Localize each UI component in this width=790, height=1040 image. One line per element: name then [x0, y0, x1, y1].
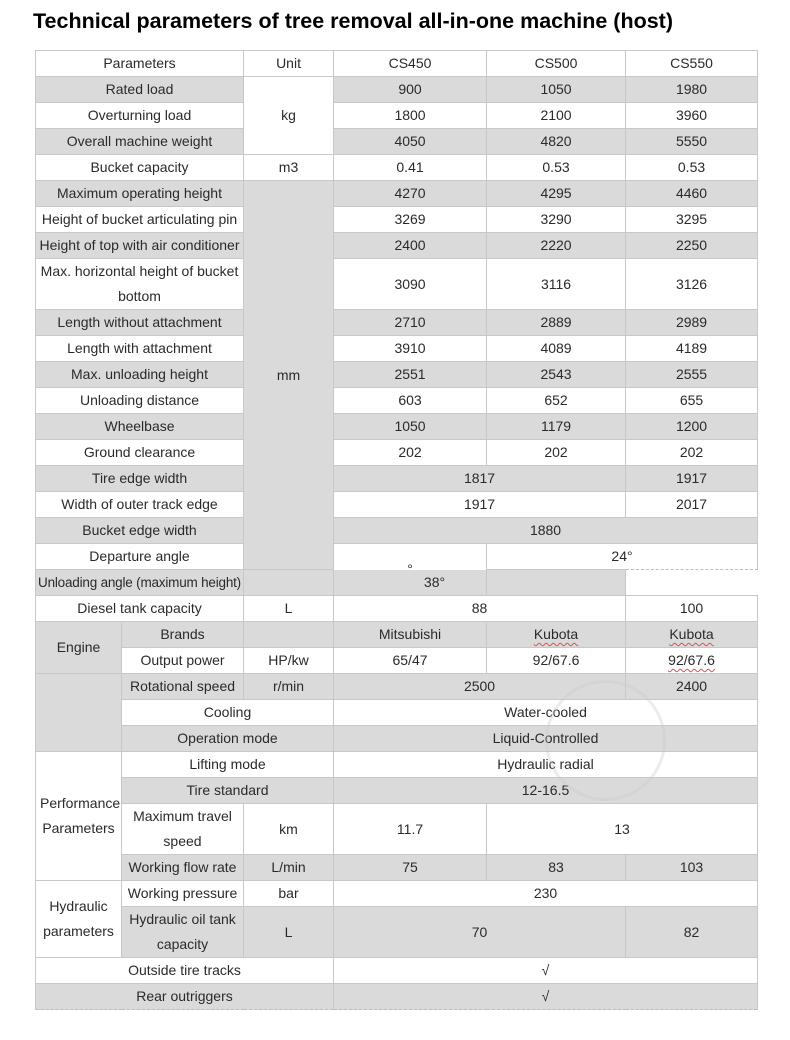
- table-row: [36, 103, 758, 129]
- cell-text: 92/67.6: [668, 652, 715, 668]
- cell-value: Mitsubishi: [334, 622, 487, 648]
- table-row: [36, 778, 758, 804]
- table-row: [36, 855, 758, 881]
- table-row: [36, 958, 758, 984]
- row-label: Output power: [122, 648, 244, 674]
- cell-value: 3910: [334, 336, 487, 362]
- row-label: Rotational speed: [122, 674, 244, 700]
- row-unit: km: [244, 804, 334, 855]
- table-row: [36, 362, 758, 388]
- table-row: [36, 804, 758, 855]
- cell-value: 2989: [626, 310, 758, 336]
- cell-value: 202: [626, 440, 758, 466]
- cell-value: 3116: [487, 259, 626, 310]
- row-unit: bar: [244, 881, 334, 907]
- table-row: [36, 440, 758, 466]
- cell-value: 13: [487, 804, 758, 855]
- row-unit: r/min: [244, 674, 334, 700]
- cell-value: 1050: [487, 77, 626, 103]
- row-label: Height of top with air conditioner: [36, 233, 244, 259]
- table-row: [36, 336, 758, 362]
- cell-value: Hydraulic radial: [334, 752, 758, 778]
- row-unit: m3: [244, 155, 334, 181]
- cell-value: 2250: [626, 233, 758, 259]
- cell-value: 0.53: [487, 155, 626, 181]
- row-label: Diesel tank capacity: [36, 596, 244, 622]
- table-row: [36, 207, 758, 233]
- row-unit: L: [244, 596, 334, 622]
- cell-value: 603: [334, 388, 487, 414]
- row-label: Unloading distance: [36, 388, 244, 414]
- table-row: [36, 492, 758, 518]
- cell-text: Kubota: [533, 626, 579, 642]
- row-label: Overturning load: [36, 103, 244, 129]
- cell-value: √: [334, 958, 758, 984]
- cell-value: [626, 648, 758, 674]
- cell-value: 4820: [487, 129, 626, 155]
- cell-value: 83: [487, 855, 626, 881]
- table-row: [36, 518, 758, 544]
- cell-value: 2551: [334, 362, 487, 388]
- row-label: Cooling: [122, 700, 334, 726]
- table-row: [36, 466, 758, 492]
- table-row: [36, 77, 758, 103]
- row-label: Maximum operating height: [36, 181, 244, 207]
- cell-value: 1980: [626, 77, 758, 103]
- table-row: [36, 181, 758, 207]
- cell-value: 0.41: [334, 155, 487, 181]
- row-label: Lifting mode: [122, 752, 334, 778]
- row-label: Bucket edge width: [36, 518, 244, 544]
- table-row: [36, 700, 758, 726]
- row-unit: L/min: [244, 855, 334, 881]
- cell-value: 100: [626, 596, 758, 622]
- group-label: Hydraulic parameters: [36, 881, 122, 958]
- cell-value: 3960: [626, 103, 758, 129]
- cell-value: 4189: [626, 336, 758, 362]
- header-model: CS450: [334, 51, 487, 77]
- table-row: [36, 752, 758, 778]
- cell-value: 2017: [626, 492, 758, 518]
- row-label: Max. unloading height: [36, 362, 244, 388]
- row-unit: L: [244, 907, 334, 958]
- table-row: [36, 648, 758, 674]
- table-row: [36, 674, 758, 700]
- table-row: [36, 155, 758, 181]
- header-unit: Unit: [244, 51, 334, 77]
- row-label: Width of outer track edge: [36, 492, 244, 518]
- cell-value: 4460: [626, 181, 758, 207]
- cell-value: 2543: [487, 362, 626, 388]
- cell-value: 12-16.5: [334, 778, 758, 804]
- cell-value: 652: [487, 388, 626, 414]
- cell-value: 5550: [626, 129, 758, 155]
- table-row: [36, 129, 758, 155]
- table-row: [36, 259, 758, 310]
- cell-value: 2555: [626, 362, 758, 388]
- cell-value: 1179: [487, 414, 626, 440]
- table-row: [36, 570, 758, 596]
- row-label: Brands: [122, 622, 244, 648]
- header-parameters: Parameters: [36, 51, 244, 77]
- cell-value: 900: [334, 77, 487, 103]
- cell-value: 0.53: [626, 155, 758, 181]
- row-label: Rear outriggers: [36, 984, 334, 1010]
- table-row: [36, 388, 758, 414]
- row-label: Bucket capacity: [36, 155, 244, 181]
- row-label: Length without attachment: [36, 310, 244, 336]
- row-label: Maximum travel speed: [122, 804, 244, 855]
- table-row: [36, 622, 758, 648]
- row-unit: [244, 622, 334, 648]
- table-row: [36, 881, 758, 907]
- cell-value: 4089: [487, 336, 626, 362]
- row-unit: HP/kw: [244, 648, 334, 674]
- cell-value: [487, 622, 626, 648]
- cell-value: 3295: [626, 207, 758, 233]
- row-label: Departure angle: [36, 544, 244, 570]
- row-label: Hydraulic oil tank capacity: [122, 907, 244, 958]
- cell-value: 24°: [487, 544, 758, 570]
- table-row: [36, 233, 758, 259]
- cell-value: 1917: [626, 466, 758, 492]
- row-label: Working pressure: [122, 881, 244, 907]
- cell-value: 1917: [334, 492, 626, 518]
- row-label: Operation mode: [122, 726, 334, 752]
- row-label: Ground clearance: [36, 440, 244, 466]
- header-model: CS500: [487, 51, 626, 77]
- table-row: [36, 414, 758, 440]
- cell-value: 88: [334, 596, 626, 622]
- table-row: [36, 984, 758, 1010]
- cell-value: 75: [334, 855, 487, 881]
- row-label: Rated load: [36, 77, 244, 103]
- cell-value: 11.7: [334, 804, 487, 855]
- cell-value: 2889: [487, 310, 626, 336]
- cell-value: Water-cooled: [334, 700, 758, 726]
- header-model: CS550: [626, 51, 758, 77]
- row-label: Length with attachment: [36, 336, 244, 362]
- table-row: [36, 726, 758, 752]
- row-unit: °: [334, 544, 487, 596]
- spec-table: [35, 50, 758, 1010]
- table-row: [36, 544, 758, 570]
- cell-value: 4270: [334, 181, 487, 207]
- row-label: Wheelbase: [36, 414, 244, 440]
- cell-value: 38°: [244, 570, 626, 596]
- cell-value: 655: [626, 388, 758, 414]
- cell-value: 1880: [334, 518, 758, 544]
- group-label: Engine: [36, 622, 122, 674]
- table-row: [36, 310, 758, 336]
- cell-value: 92/67.6: [487, 648, 626, 674]
- row-label: Working flow rate: [122, 855, 244, 881]
- cell-value: 1050: [334, 414, 487, 440]
- cell-value: 70: [334, 907, 626, 958]
- table-row: [36, 907, 758, 958]
- row-unit: mm: [244, 181, 334, 570]
- cell-value: 65/47: [334, 648, 487, 674]
- cell-value: 82: [626, 907, 758, 958]
- cell-value: 202: [334, 440, 487, 466]
- row-unit: kg: [244, 77, 334, 155]
- cell-value: 1200: [626, 414, 758, 440]
- cell-value: 2400: [334, 233, 487, 259]
- row-label: Unloading angle (maximum height): [36, 570, 244, 596]
- cell-value: 2500: [334, 674, 626, 700]
- cell-value: 3290: [487, 207, 626, 233]
- cell-value: 2100: [487, 103, 626, 129]
- cell-value: 202: [487, 440, 626, 466]
- row-label: Outside tire tracks: [36, 958, 334, 984]
- group-label: Performance Parameters: [36, 752, 122, 881]
- table-row: [36, 596, 758, 622]
- cell-value: Liquid-Controlled: [334, 726, 758, 752]
- cell-value: 103: [626, 855, 758, 881]
- cell-value: 2710: [334, 310, 487, 336]
- page-title: Technical parameters of tree removal all-in-one machine (host): [33, 9, 674, 33]
- cell-text: Kubota: [669, 626, 714, 642]
- cell-value: 230: [334, 881, 758, 907]
- row-label: Tire standard: [122, 778, 334, 804]
- row-label: Max. horizontal height of bucket bottom: [36, 259, 244, 310]
- cell-value: 4050: [334, 129, 487, 155]
- cell-value: 1817: [334, 466, 626, 492]
- cell-value: 3126: [626, 259, 758, 310]
- cell-value: 3269: [334, 207, 487, 233]
- cell-value: 1800: [334, 103, 487, 129]
- cell-value: [626, 622, 758, 648]
- row-label: Tire edge width: [36, 466, 244, 492]
- header-row: [36, 51, 758, 77]
- row-label: Overall machine weight: [36, 129, 244, 155]
- row-label: Height of bucket articulating pin: [36, 207, 244, 233]
- cell-value: √: [334, 984, 758, 1010]
- group-label: [36, 674, 122, 752]
- cell-value: 3090: [334, 259, 487, 310]
- cell-value: 2220: [487, 233, 626, 259]
- cell-value: 2400: [626, 674, 758, 700]
- cell-value: 4295: [487, 181, 626, 207]
